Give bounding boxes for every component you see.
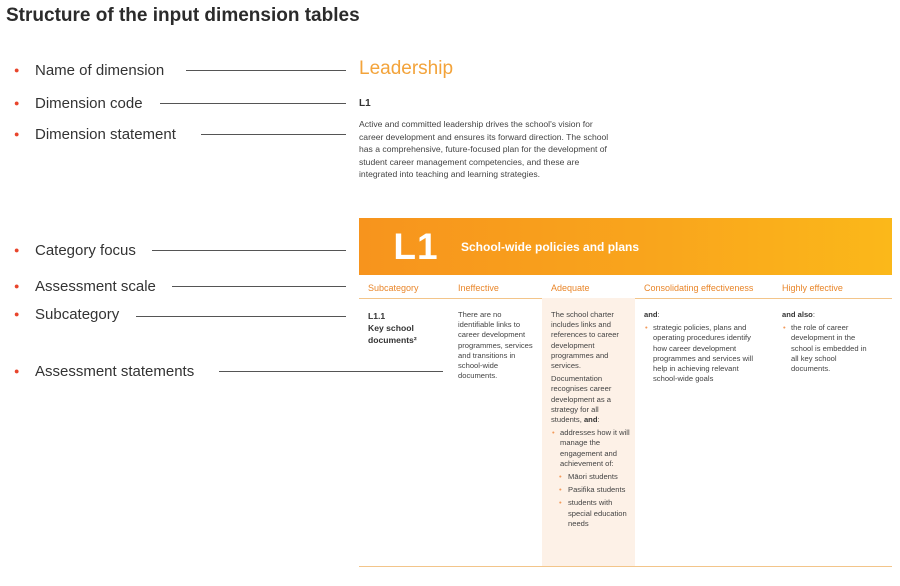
- leader-line: [219, 371, 443, 372]
- category-title: School-wide policies and plans: [461, 240, 640, 254]
- dimension-name: Leadership: [359, 58, 454, 79]
- bullet-icon: ●: [14, 98, 20, 108]
- label-text: Category focus: [35, 241, 136, 259]
- column-header-adequate: Adequate: [551, 283, 590, 293]
- and-connector: and: [644, 310, 658, 319]
- list-item: • strategic policies, plans and operating procedures identify how career development programmes and services will help in achieving relevant school-wide goals: [644, 323, 762, 384]
- label-category-focus: [14, 240, 136, 260]
- leader-line: [201, 134, 346, 135]
- column-header-subcategory: Subcategory: [368, 283, 419, 293]
- leader-line: [136, 316, 346, 317]
- highly-effective-cell: [782, 310, 874, 377]
- label-text: Subcategory: [35, 305, 120, 323]
- leader-line: [152, 250, 346, 251]
- category-code: L1: [393, 226, 439, 267]
- column-header-highly-effective: Highly effective: [782, 283, 843, 293]
- bullet-icon: ●: [14, 366, 20, 376]
- dimension-code: L1: [359, 98, 371, 109]
- label-assessment-statements: [14, 361, 194, 381]
- list-item: • Pasifika students: [551, 485, 630, 495]
- bullet-icon: ●: [14, 65, 20, 75]
- label-subcategory: [14, 304, 119, 324]
- column-header-ineffective: Ineffective: [458, 283, 499, 293]
- bullet-icon: ●: [14, 129, 20, 139]
- subcategory-name: Key school documents²: [368, 323, 417, 345]
- table-bottom-rule: [359, 566, 892, 567]
- ineffective-statement: There are no identifiable links to career development programmes, services and transitions in school-wide documents.: [458, 310, 533, 381]
- list-item: • the role of career development in the school is embedded in all key school documents.: [782, 323, 874, 374]
- bullet-icon: ●: [14, 245, 20, 255]
- ineffective-cell: [458, 310, 538, 384]
- list-item: • Māori students: [551, 472, 630, 482]
- bullet-icon: ●: [14, 281, 20, 291]
- highly-effective-lead: and also:: [782, 310, 815, 319]
- label-text: Assessment scale: [35, 277, 156, 295]
- leader-line: [160, 103, 346, 104]
- adequate-statement-2-text: Documentation recognises career development as a strategy for all students,: [551, 374, 612, 425]
- leader-line: [172, 286, 346, 287]
- consolidating-lead: and:: [644, 310, 660, 319]
- page-title: [6, 4, 360, 27]
- leader-line: [186, 70, 346, 71]
- label-dimension-statement: [14, 124, 176, 144]
- adequate-bullet-list: [551, 428, 630, 529]
- subcategory-code: L1.1: [368, 311, 386, 321]
- adequate-statement-2: Documentation recognises career development as a strategy for all students, and:: [551, 374, 612, 425]
- label-text: Assessment statements: [35, 362, 195, 380]
- label-text: Dimension statement: [35, 125, 176, 143]
- bullet-icon: ●: [14, 309, 20, 319]
- label-text: Name of dimension: [35, 61, 165, 79]
- page-title-text: Structure of the input dimension tables: [6, 5, 360, 26]
- adequate-cell: [551, 310, 630, 532]
- dimension-statement: Active and committed leadership drives the school's vision for career development and ensures its forward direction. The school has a comprehensive, future-focused plan for the development of student career management competencies, and these are integrated into teaching and learning strategies.: [359, 119, 609, 180]
- consolidating-cell: [644, 310, 762, 387]
- and-connector: and: [583, 415, 598, 425]
- column-header-consolidating: Consolidating effectiveness: [644, 283, 754, 293]
- subcategory-cell: [368, 310, 448, 346]
- category-banner: [359, 218, 892, 275]
- highly-effective-bullet-list: [782, 323, 874, 374]
- list-item: • addresses how it will manage the engagement and achievement of:: [551, 428, 630, 469]
- label-assessment-scale: [14, 276, 156, 296]
- and-also-connector: and also: [782, 310, 813, 319]
- label-dimension-code: [14, 93, 143, 113]
- consolidating-bullet-list: [644, 323, 762, 384]
- adequate-statement-1: The school charter includes links and references to career development programmes and services.: [551, 310, 619, 371]
- label-name-of-dimension: [14, 60, 164, 80]
- label-text: Dimension code: [35, 94, 143, 112]
- list-item: • students with special education needs: [551, 498, 630, 529]
